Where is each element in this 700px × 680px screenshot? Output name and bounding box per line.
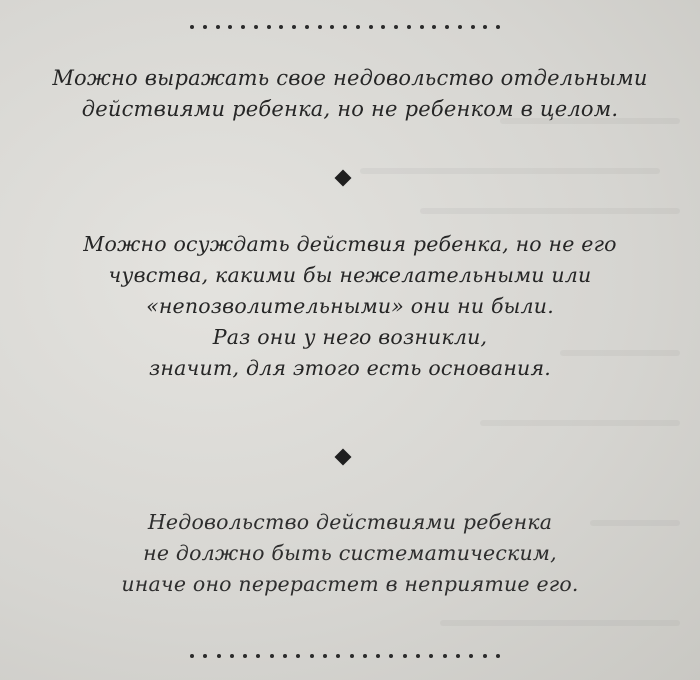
ornament-dot: [267, 25, 271, 29]
ornament-dot: [230, 654, 234, 658]
ornament-dot: [336, 654, 340, 658]
ornament-dot: [270, 654, 274, 658]
ornament-dot: [243, 654, 247, 658]
ornament-dot: [381, 25, 385, 29]
diamond-icon: [335, 170, 352, 187]
ornament-dot: [369, 25, 373, 29]
ornament-dot: [432, 25, 436, 29]
ornament-dot: [483, 25, 487, 29]
quote-line: действиями ребенка, но не ребенком в целом.: [81, 97, 619, 121]
ornament-dot: [350, 654, 354, 658]
ornament-dot: [283, 654, 287, 658]
ornament-dot: [469, 654, 473, 658]
ornament-dot: [216, 25, 220, 29]
ornament-dot: [343, 25, 347, 29]
ornament-dot: [403, 654, 407, 658]
ornament-dot: [456, 654, 460, 658]
ornament-dot: [330, 25, 334, 29]
ornament-dot: [394, 25, 398, 29]
quote-line: Можно осуждать действия ребенка, но не его: [83, 232, 617, 256]
quote-line: Раз они у него возникли,: [212, 325, 488, 349]
ornament-dot: [363, 654, 367, 658]
ornament-dot: [429, 654, 433, 658]
ornament-dot: [483, 654, 487, 658]
ornament-dot: [203, 25, 207, 29]
ornament-dot: [356, 25, 360, 29]
diamond-icon: [335, 449, 352, 466]
ornament-dot: [241, 25, 245, 29]
ornament-dot: [292, 25, 296, 29]
quote-paragraph-1: [0, 63, 700, 125]
ornament-dot: [496, 654, 500, 658]
ornament-dot: [318, 25, 322, 29]
ornament-dot: [471, 25, 475, 29]
ornament-dot: [217, 654, 221, 658]
ornament-dot: [254, 25, 258, 29]
ornament-dot: [376, 654, 380, 658]
quote-line: Недовольство действиями ребенка: [147, 510, 553, 534]
ornament-dot: [256, 654, 260, 658]
quote-paragraph-3: [0, 507, 700, 600]
quote-line: не должно быть систематическим,: [143, 541, 557, 565]
ornament-dot: [203, 654, 207, 658]
ornament-dot: [416, 654, 420, 658]
ornament-dot: [296, 654, 300, 658]
ornament-dot: [407, 25, 411, 29]
bleed-through-text: [360, 168, 660, 174]
bleed-through-text: [440, 620, 680, 626]
ornament-dot: [310, 654, 314, 658]
top-dot-ornament: [190, 25, 500, 29]
quote-line: чувства, какими бы нежелательными или: [108, 263, 592, 287]
ornament-dot: [190, 25, 194, 29]
ornament-dot: [445, 25, 449, 29]
quote-line: Можно выражать свое недовольство отдельными: [52, 66, 648, 90]
quote-line: значит, для этого есть основания.: [149, 356, 551, 380]
bleed-through-text: [420, 208, 680, 214]
ornament-dot: [228, 25, 232, 29]
ornament-dot: [420, 25, 424, 29]
ornament-dot: [305, 25, 309, 29]
ornament-dot: [323, 654, 327, 658]
ornament-dot: [389, 654, 393, 658]
ornament-dot: [458, 25, 462, 29]
bleed-through-text: [480, 420, 680, 426]
ornament-dot: [190, 654, 194, 658]
ornament-dot: [279, 25, 283, 29]
quote-line: иначе оно перерастет в неприятие его.: [121, 572, 579, 596]
quote-line: «непозволительными» они ни были.: [146, 294, 554, 318]
ornament-dot: [496, 25, 500, 29]
bottom-dot-ornament: [190, 654, 500, 658]
ornament-dot: [443, 654, 447, 658]
quote-paragraph-2: [0, 229, 700, 384]
